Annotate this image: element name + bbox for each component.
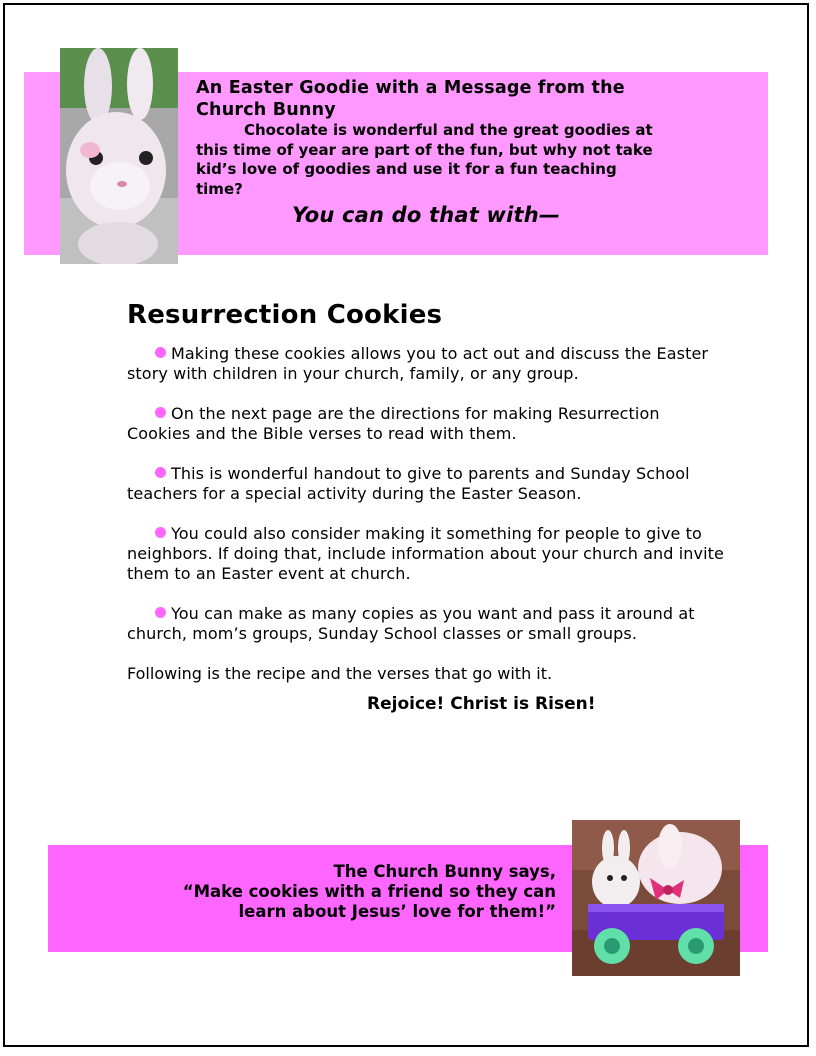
list-item-text: This is wonderful handout to give to parents and Sunday School teachers for a special activity during the Easter Season. — [127, 464, 690, 503]
list-item — [127, 404, 727, 444]
list-item-text: You can make as many copies as you want and pass it around at church, mom’s groups, Sunday School classes or small groups. — [127, 604, 695, 643]
bunnies-in-wagon-photo — [572, 820, 740, 976]
bullet-dot-icon — [155, 407, 166, 418]
list-item-text: You could also consider making it something for people to give to neighbors. If doing that, include information about your church and invite them to an Easter event at church. — [127, 524, 724, 583]
bottom-banner-text — [150, 862, 556, 922]
list-item — [127, 524, 727, 584]
list-item-text: Making these cookies allows you to act out and discuss the Easter story with children in your church, family, or any group. — [127, 344, 709, 383]
bottom-banner-line2: “Make cookies with a friend so they can learn about Jesus’ love for them!” — [182, 882, 556, 921]
rejoice-text: Rejoice! Christ is Risen! — [367, 694, 596, 714]
bottom-banner-line1: The Church Bunny says, — [333, 862, 556, 881]
list-item — [127, 464, 727, 504]
bullet-dot-icon — [155, 527, 166, 538]
top-banner-title: An Easter Goodie with a Message from the Church Bunny — [196, 78, 625, 120]
bunny-photo — [60, 48, 178, 264]
list-item — [127, 344, 727, 384]
closing-text: Following is the recipe and the verses that go with it. — [127, 664, 553, 683]
bullet-dot-icon — [155, 467, 166, 478]
page-title: Resurrection Cookies — [127, 300, 443, 330]
bullet-dot-icon — [155, 607, 166, 618]
top-banner-callout: You can do that with— — [292, 203, 561, 227]
top-banner-text — [196, 77, 666, 227]
bullet-dot-icon — [155, 347, 166, 358]
list-item-text: On the next page are the directions for making Resurrection Cookies and the Bible verses to read with them. — [127, 404, 660, 443]
list-item — [127, 604, 727, 644]
main-content — [127, 300, 727, 714]
top-banner-body: Chocolate is wonderful and the great goodies at this time of year are part of the fun, but why not take kid’s love of goodies and use it for a fun teaching time? — [196, 121, 653, 198]
